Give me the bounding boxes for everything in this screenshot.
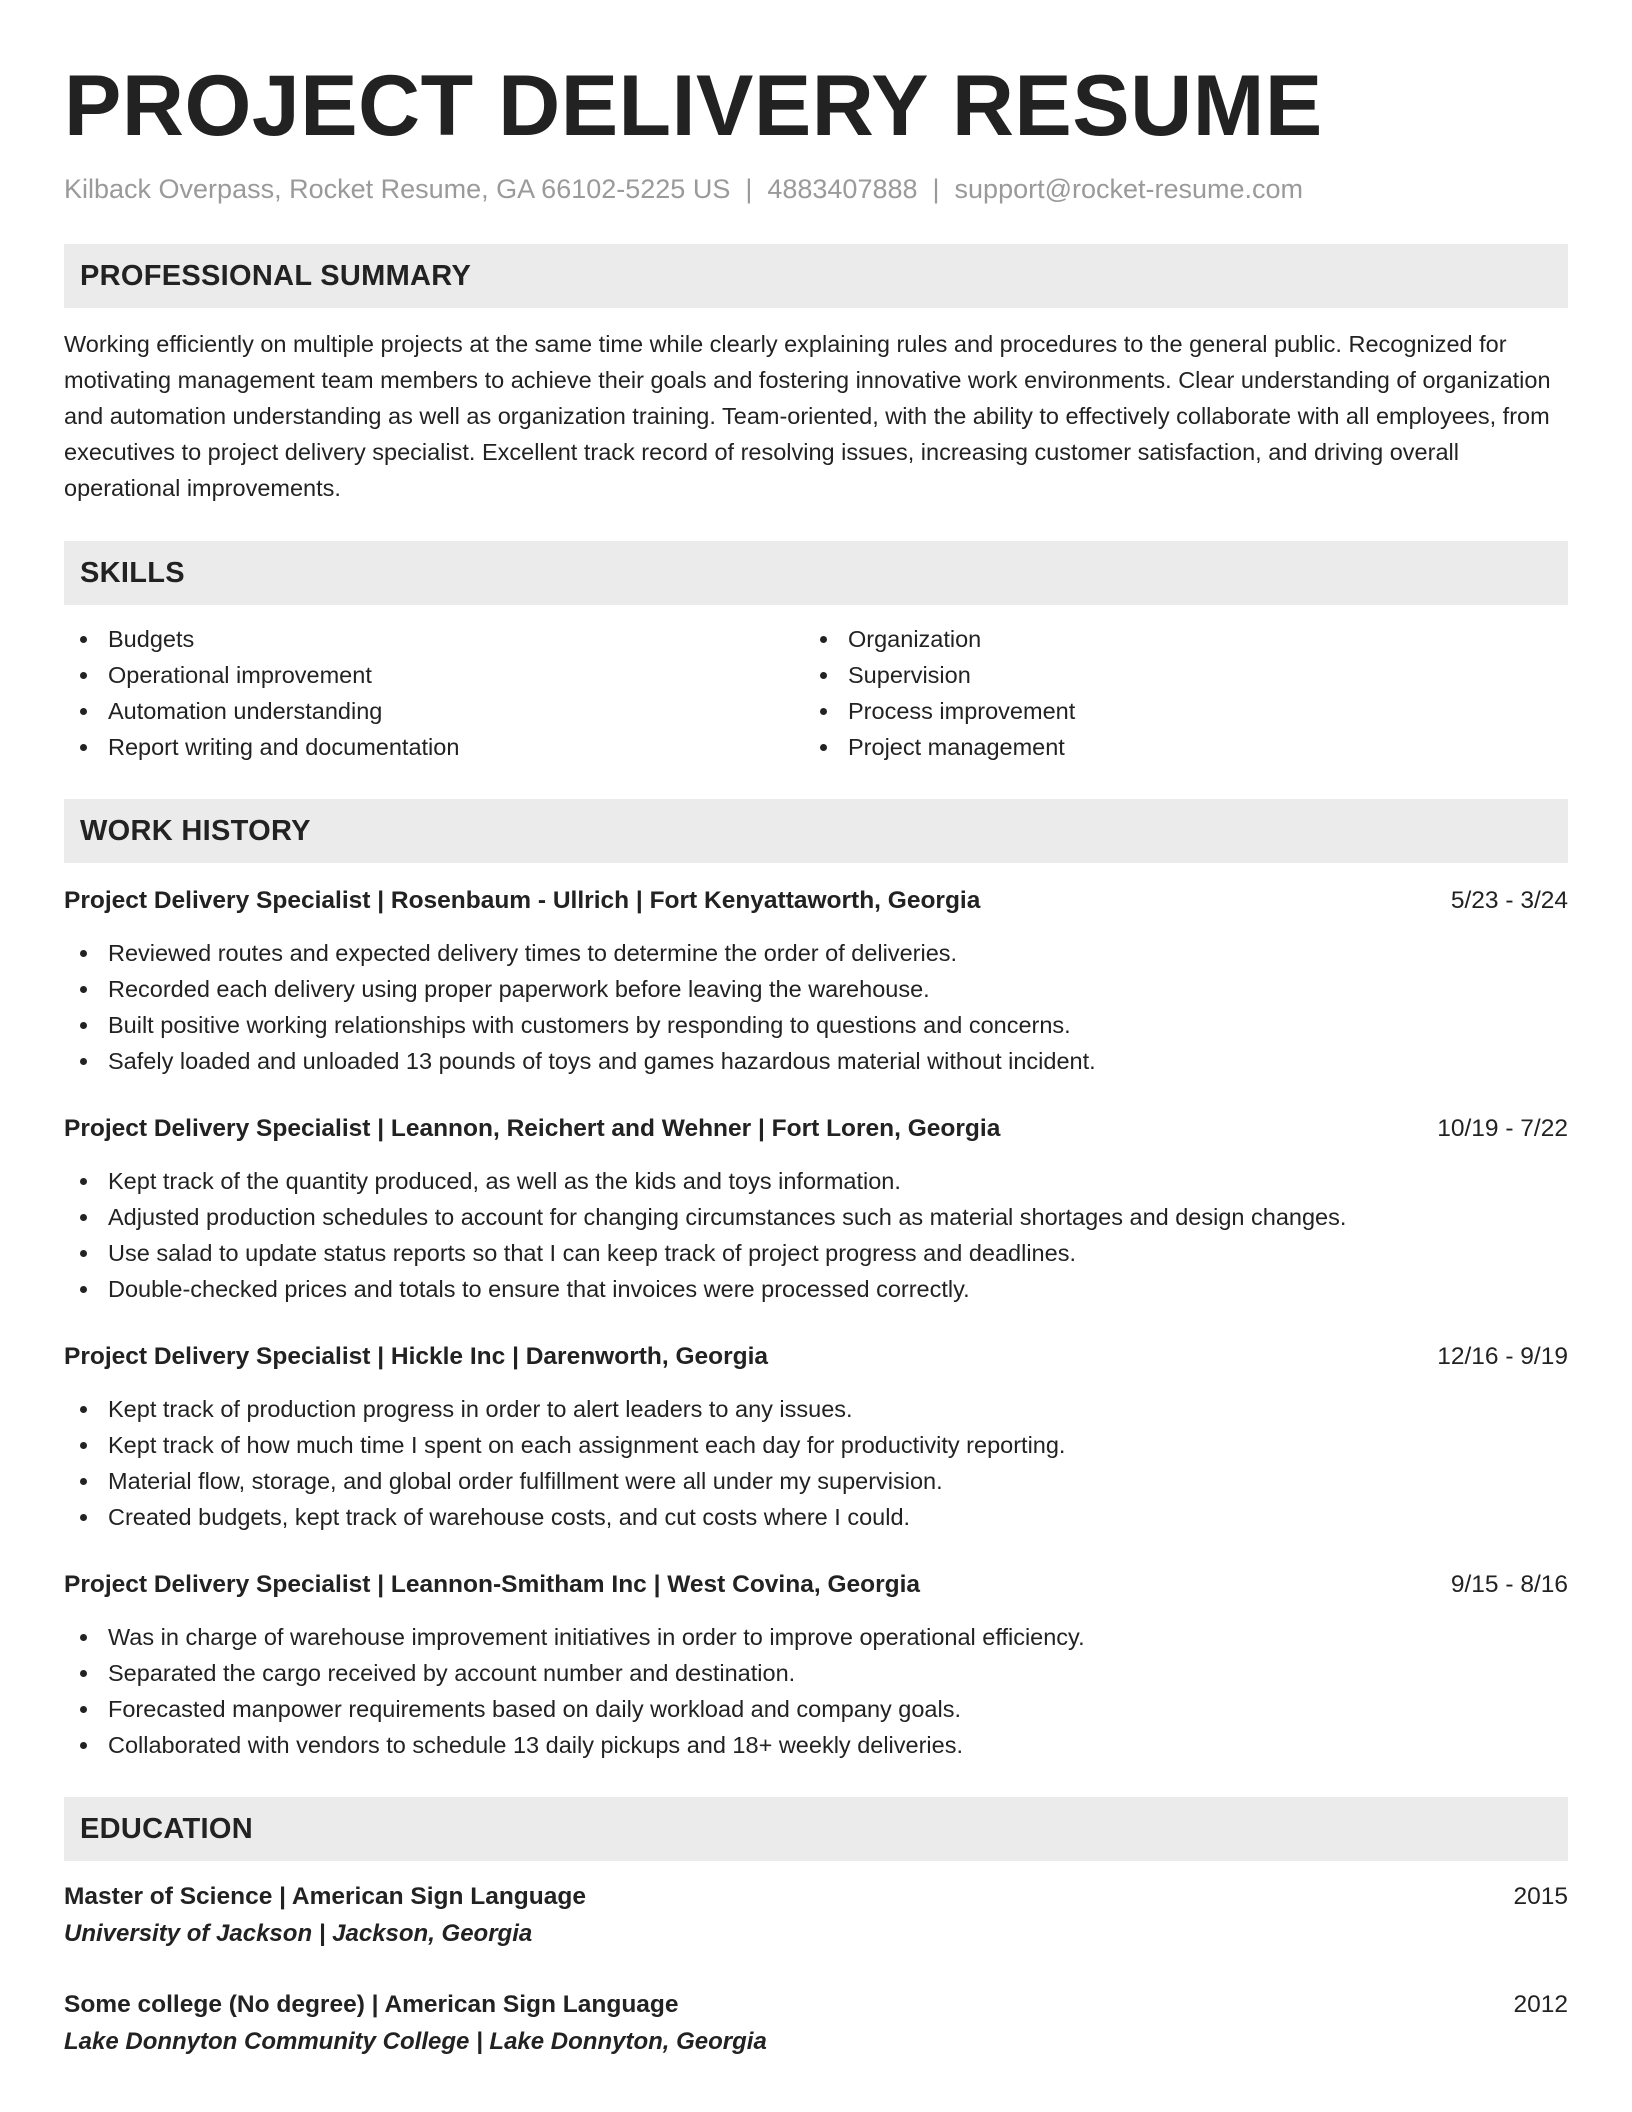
section-header-summary: PROFESSIONAL SUMMARY: [64, 244, 1568, 308]
education-degree: Some college (No degree) | American Sign Language: [64, 1991, 679, 2018]
skills-grid: [64, 621, 1568, 765]
resume-title: PROJECT DELIVERY RESUME: [64, 58, 1323, 154]
job-bullet: Material flow, storage, and global order fulfillment were all under my supervision.: [64, 1463, 1568, 1499]
education-year: 2012: [1513, 1991, 1568, 2018]
skill-item: Operational improvement: [64, 657, 804, 693]
job-dates: 12/16 - 9/19: [1437, 1343, 1568, 1370]
skill-item: Budgets: [64, 621, 804, 657]
section-header-education: EDUCATION: [64, 1797, 1568, 1861]
job-entry: [64, 1339, 1568, 1535]
education-year: 2015: [1513, 1883, 1568, 1910]
job-bullets: [64, 1619, 1568, 1763]
education-school: University of Jackson | Jackson, Georgia: [64, 1920, 533, 1947]
contact-separator: |: [932, 174, 940, 204]
job-entry: [64, 1111, 1568, 1307]
job-bullet: Safely loaded and unloaded 13 pounds of toys and games hazardous material without incident.: [64, 1043, 1568, 1079]
job-header: [64, 883, 1568, 919]
job-bullets: [64, 1163, 1568, 1307]
contact-address: Kilback Overpass, Rocket Resume, GA 66102-5225 US: [64, 174, 731, 204]
section-header-work-history: WORK HISTORY: [64, 799, 1568, 863]
education-school: Lake Donnyton Community College | Lake Donnyton, Georgia: [64, 2028, 767, 2055]
skills-column-right: [804, 621, 1544, 765]
job-bullet: Kept track of how much time I spent on each assignment each day for productivity reporting.: [64, 1427, 1568, 1463]
job-bullet: Use salad to update status reports so that I can keep track of project progress and deadlines.: [64, 1235, 1568, 1271]
education-entry: [64, 1987, 1568, 2061]
job-header: [64, 1567, 1568, 1603]
education-header: [64, 1879, 1568, 1915]
job-dates: 5/23 - 3/24: [1450, 887, 1568, 914]
contact-separator: |: [745, 174, 753, 204]
job-bullet: Collaborated with vendors to schedule 13 daily pickups and 18+ weekly deliveries.: [64, 1727, 1568, 1763]
section-header-skills: SKILLS: [64, 541, 1568, 605]
job-bullet: Forecasted manpower requirements based on daily workload and company goals.: [64, 1691, 1568, 1727]
job-title: Project Delivery Specialist | Rosenbaum - Ullrich | Fort Kenyattaworth, Georgia: [64, 887, 981, 914]
skill-item: Supervision: [804, 657, 1544, 693]
job-dates: 10/19 - 7/22: [1437, 1115, 1568, 1142]
job-bullet: Kept track of the quantity produced, as well as the kids and toys information.: [64, 1163, 1568, 1199]
skill-item: Automation understanding: [64, 693, 804, 729]
job-bullets: [64, 935, 1568, 1079]
job-bullet: Separated the cargo received by account number and destination.: [64, 1655, 1568, 1691]
job-bullet: Created budgets, kept track of warehouse costs, and cut costs where I could.: [64, 1499, 1568, 1535]
job-bullet: Reviewed routes and expected delivery times to determine the order of deliveries.: [64, 935, 1568, 971]
skill-item: Process improvement: [804, 693, 1544, 729]
skill-item: Report writing and documentation: [64, 729, 804, 765]
contact-email: support@rocket-resume.com: [954, 174, 1304, 204]
job-bullet: Was in charge of warehouse improvement initiatives in order to improve operational efficiency.: [64, 1619, 1568, 1655]
job-bullet: Built positive working relationships with customers by responding to questions and concerns.: [64, 1007, 1568, 1043]
summary-text: Working efficiently on multiple projects at the same time while clearly explaining rules and procedures to the general public. Recognized for motivating management team members to achieve their goals and fostering innovative work environments. Clear understanding of organization and automation understanding as well as organization training. Team-oriented, with the ability to effectively collaborate with all employees, from executives to project delivery specialist. Excellent track record of resolving issues, increasing customer satisfaction, and driving overall operational improvements.: [64, 331, 1551, 501]
job-bullet: Double-checked prices and totals to ensure that invoices were processed correctly.: [64, 1271, 1568, 1307]
job-dates: 9/15 - 8/16: [1450, 1571, 1568, 1598]
job-entry: [64, 1567, 1568, 1763]
job-header: [64, 1339, 1568, 1375]
contact-line: [64, 172, 1568, 206]
education-entry: [64, 1879, 1568, 1953]
job-bullet: Recorded each delivery using proper paperwork before leaving the warehouse.: [64, 971, 1568, 1007]
job-header: [64, 1111, 1568, 1147]
job-bullet: Kept track of production progress in order to alert leaders to any issues.: [64, 1391, 1568, 1427]
job-bullet: Adjusted production schedules to account for changing circumstances such as material shortages and design changes.: [64, 1199, 1568, 1235]
job-title: Project Delivery Specialist | Leannon, Reichert and Wehner | Fort Loren, Georgia: [64, 1115, 1001, 1142]
job-entry: [64, 883, 1568, 1079]
job-title: Project Delivery Specialist | Hickle Inc | Darenworth, Georgia: [64, 1343, 769, 1370]
skills-column-left: [64, 621, 804, 765]
job-title: Project Delivery Specialist | Leannon-Smitham Inc | West Covina, Georgia: [64, 1571, 921, 1598]
skill-item: Project management: [804, 729, 1544, 765]
skill-item: Organization: [804, 621, 1544, 657]
contact-phone: 4883407888: [767, 174, 918, 204]
education-degree: Master of Science | American Sign Language: [64, 1883, 586, 1910]
job-bullets: [64, 1391, 1568, 1535]
education-header: [64, 1987, 1568, 2023]
